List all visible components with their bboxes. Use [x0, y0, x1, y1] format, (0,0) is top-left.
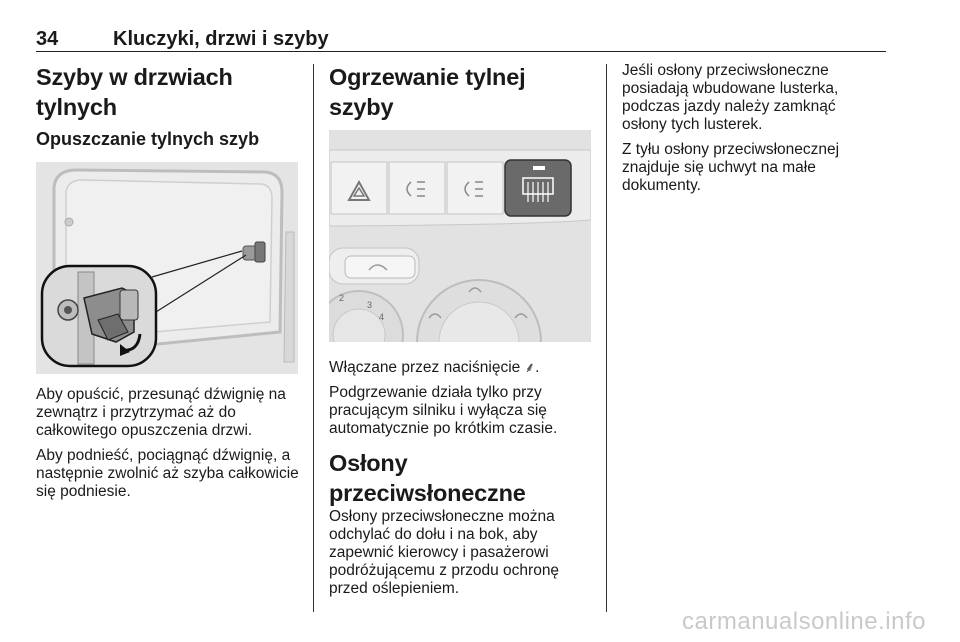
knob-number-2: 2	[339, 293, 345, 303]
period: .	[535, 359, 540, 376]
page-header	[36, 27, 886, 52]
paragraph-lowering: Aby opuścić, przesunąć dźwignię na zewnątrz i przytrzymać aż do całkowitego opuszczenia drzwi.	[36, 386, 286, 439]
watermark: carmanualsonline.info	[682, 608, 926, 635]
column-divider	[313, 64, 314, 612]
paragraph-visor-document-holder: Z tyłu osłony przeciwsłonecznej znajduje się uchwyt na małe dokumenty.	[622, 141, 840, 194]
heating-activation-text: Włączane przez naciśnięcie	[329, 359, 521, 376]
column-rear-windows	[36, 62, 302, 508]
rear-window-lever-illustration	[36, 162, 298, 374]
page-number: 34	[36, 28, 59, 50]
paragraph-visor-mirrors: Jeśli osłony przeciwsłoneczne posiadają wbudowane lusterka, podczas jazdy należy zamknąć osłony tych lusterek.	[622, 62, 839, 133]
knob-number-3: 3	[367, 300, 373, 310]
column-sun-visors-continued	[622, 62, 872, 202]
section-title-rear-windows: Szyby w drzwiach tylnych	[36, 64, 233, 120]
dashboard-buttons-illustration	[329, 130, 591, 342]
subsection-title-lowering: Opuszczanie tylnych szyb	[36, 129, 260, 149]
knob-number-4: 4	[379, 312, 385, 322]
section-title-rear-window-heating: Ogrzewanie tylnej szyby	[329, 64, 526, 120]
paragraph-raising: Aby podnieść, pociągnąć dźwignię, a następnie zwolnić aż szyba całkowicie się podniesie.	[36, 447, 299, 500]
paragraph-heating-activation	[329, 358, 591, 377]
paragraph-sun-visors: Osłony przeciwsłoneczne można odchylać do dołu i na bok, aby zapewnić kierowcy i pasażerowi podróżującemu z przodu ochronę przed oślepieniem.	[329, 508, 560, 597]
column-divider	[606, 64, 607, 612]
rear-window-heating-icon: ⸙	[524, 359, 536, 375]
paragraph-heating-info: Podgrzewanie działa tylko przy pracującym silniku i wyłącza się automatycznie po krótkim czasie.	[329, 384, 558, 437]
chapter-title: Kluczyki, drzwi i szyby	[113, 28, 329, 50]
section-title-sun-visors: Osłony przeciwsłoneczne	[329, 450, 526, 506]
column-rear-window-heating	[329, 62, 591, 605]
